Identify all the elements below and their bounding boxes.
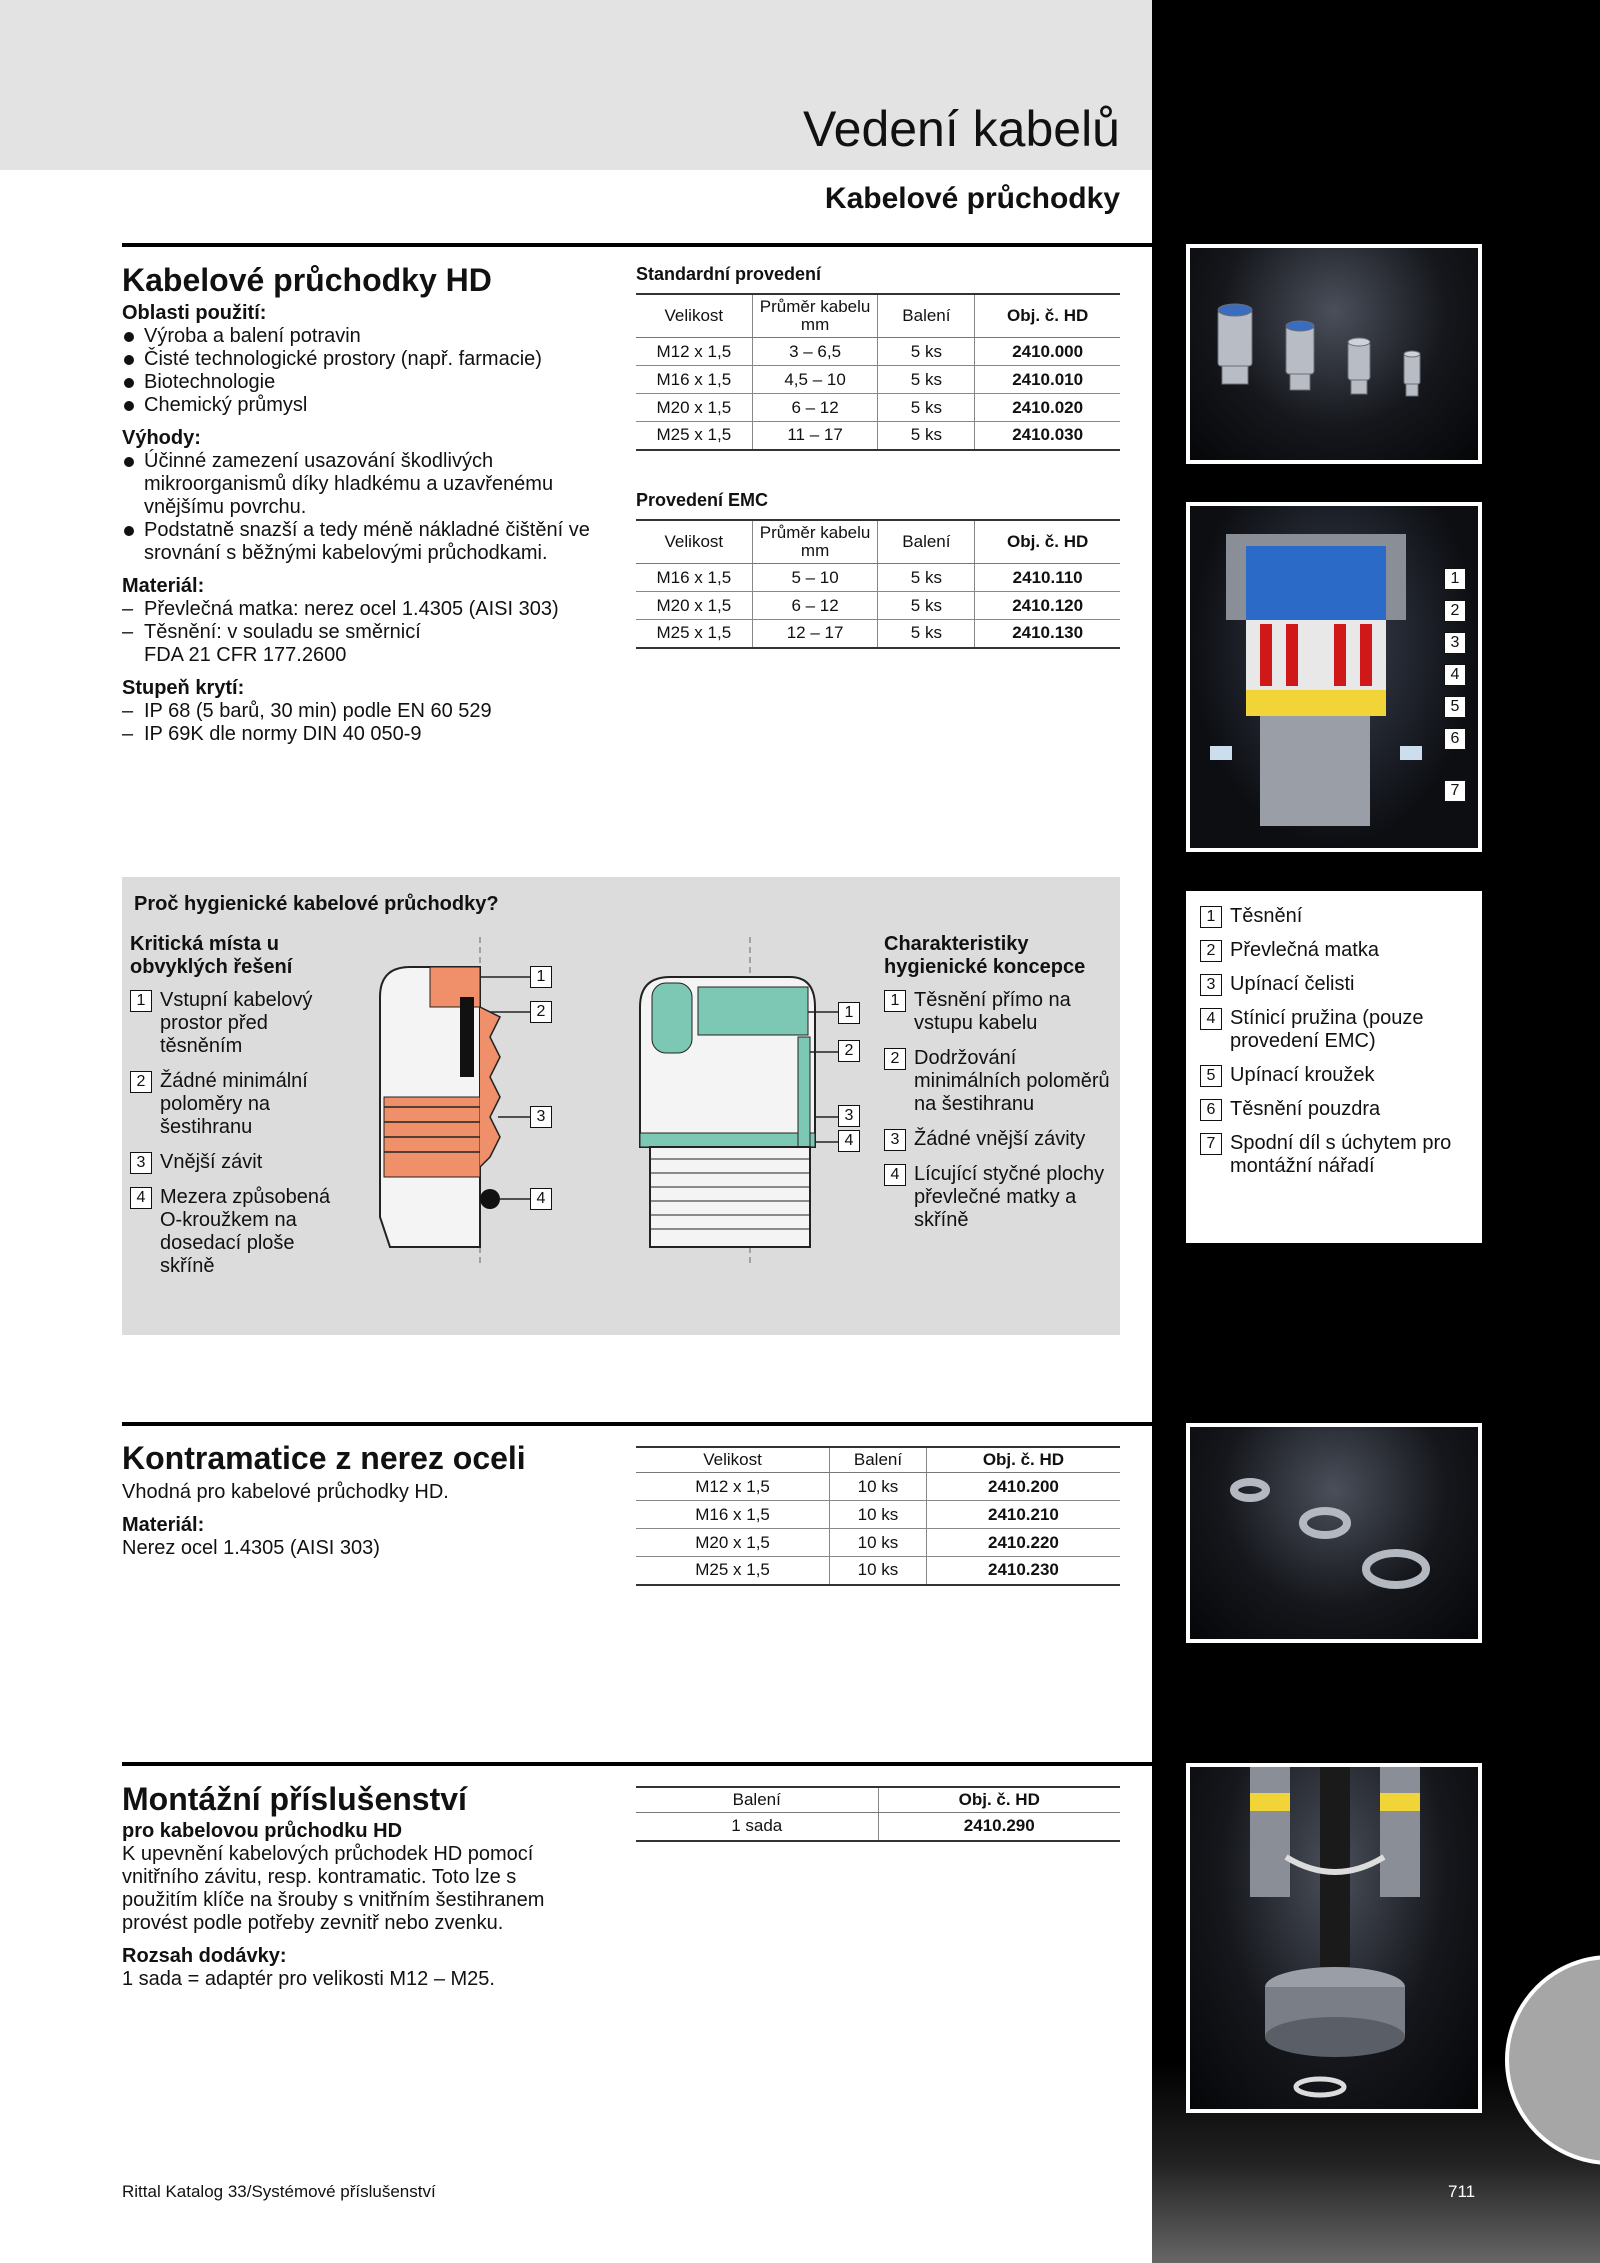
item-text: Těsnění [1230,905,1303,927]
list-item [130,1070,348,1139]
table-row [636,366,1120,394]
table-row [636,564,1120,592]
item-text: Vstupní kabelový prostor před těsněním [160,989,313,1057]
table-cell: 12 – 17 [752,620,878,648]
column-header: Balení [636,1787,878,1813]
item-text: Upínací čelisti [1230,973,1355,995]
item-number: 3 [130,1152,152,1174]
hygiene-info-panel [122,877,1120,1335]
table-cell: 5 ks [878,366,975,394]
hygienic-gland-drawing [630,937,870,1267]
material-label: Materiál: [122,575,205,597]
callout-number: 4 [1444,664,1466,686]
emc-table-block [636,490,1120,649]
table-row [636,620,1120,648]
callout-number: 2 [838,1040,860,1062]
column-header: Balení [878,294,975,338]
list-item [130,1151,348,1174]
table-row [636,394,1120,422]
table-row [636,422,1120,450]
mounting-table [636,1786,1120,1842]
table-cell: 5 – 10 [752,564,878,592]
list-item [1200,939,1468,962]
order-number: 2410.000 [975,338,1120,366]
list-item [1200,1064,1468,1087]
parts-legend [1186,891,1482,1243]
list-item [884,1128,1114,1151]
table-row [636,1501,1120,1529]
order-number: 2410.200 [926,1473,1120,1501]
section-rule [122,1422,1152,1426]
table-cell: M25 x 1,5 [636,620,752,648]
item-number: 2 [1200,940,1222,962]
callout-number: 5 [1444,696,1466,718]
item-number: 4 [884,1164,906,1186]
material-list [122,598,602,667]
item-text: Vnější závit [160,1151,263,1173]
item-number: 2 [884,1048,906,1070]
table-cell: M16 x 1,5 [636,1501,830,1529]
list-item [884,989,1114,1035]
item-number: 4 [130,1187,152,1209]
locknut-intro: Vhodná pro kabelové průchodky HD. [122,1481,449,1503]
item-text: Převlečná matka [1230,939,1379,961]
table-cell: M12 x 1,5 [636,338,752,366]
list-item: Chemický průmysl [122,394,602,417]
callout-number: 2 [1444,600,1466,622]
section-heading-mounting: Montážní příslušenství [122,1781,467,1817]
mounting-text: K upevnění kabelových průchodek HD pomocí vnitřního závitu, resp. kontramatic. Toto lze s použitím klíče na šrouby s vnitřním šestihranem provést podle potřeby zevnitř nebo zvenku. [122,1843,545,1934]
list-item [884,1047,1114,1116]
standard-table [636,293,1120,451]
item-text: Stínicí pružina (pouze provedení EMC) [1230,1007,1424,1052]
column-header: Velikost [636,294,752,338]
item-number: 7 [1200,1133,1222,1155]
list-item: Biotechnologie [122,371,602,394]
mounting-description [122,1820,592,1991]
item-number: 6 [1200,1099,1222,1121]
table-cell: M16 x 1,5 [636,564,752,592]
table-cell: 10 ks [830,1501,927,1529]
footer-catalog: Rittal Katalog 33/Systémové příslušenství [122,2182,436,2201]
table-cell: 5 ks [878,592,975,620]
material-text: Nerez ocel 1.4305 (AISI 303) [122,1537,380,1559]
product-photo-cutaway [1186,502,1482,852]
benefits-list [122,450,602,565]
page-number: 711 [1448,2182,1476,2201]
benefits-label: Výhody: [122,427,201,449]
section-rule [122,1762,1152,1766]
standard-table-block [636,264,1120,451]
table-cell: 6 – 12 [752,394,878,422]
locknut-table-block [636,1446,1120,1586]
item-number: 5 [1200,1065,1222,1087]
features-heading: Charakteristiky hygienické koncepce [884,933,1086,978]
order-number: 2410.010 [975,366,1120,394]
material-label: Materiál: [122,1514,205,1536]
table-row [636,1813,1120,1841]
usage-label: Oblasti použití: [122,302,267,324]
mounting-subheading: pro kabelovou průchodku HD [122,1820,403,1842]
protection-label: Stupeň krytí: [122,677,245,699]
hd-description [122,302,602,746]
product-photo-glands [1186,244,1482,464]
locknut-description [122,1481,602,1560]
page-title: Vedení kabelů [803,101,1120,157]
usage-list [122,325,602,417]
callout-number: 7 [1444,780,1466,802]
table-cell: 1 sada [636,1813,878,1841]
item-number: 3 [1200,974,1222,996]
critical-heading: Kritická místa u obvyklých řešení [130,933,293,978]
table-cell: 5 ks [878,564,975,592]
item-number: 2 [130,1071,152,1093]
item-text: Mezera způsobená O-kroužkem na dosedací ploše skříně [160,1186,331,1277]
scope-label: Rozsah dodávky: [122,1945,287,1967]
table-row [636,1529,1120,1557]
callout-number: 2 [530,1001,552,1023]
order-number: 2410.030 [975,422,1120,450]
table-caption: Standardní provedení [636,264,822,284]
order-number: 2410.020 [975,394,1120,422]
page-subtitle: Kabelové průchodky [824,182,1120,215]
table-cell: M20 x 1,5 [636,394,752,422]
order-number: 2410.210 [926,1501,1120,1529]
list-item [130,1186,348,1278]
callout-number: 1 [1444,568,1466,590]
order-number: 2410.130 [975,620,1120,648]
table-cell: M20 x 1,5 [636,592,752,620]
list-item [130,989,348,1058]
column-header: Balení [830,1447,927,1473]
section-rule [122,243,1152,247]
callout-number: 3 [838,1105,860,1127]
item-number: 4 [1200,1008,1222,1030]
product-photo-locknuts [1186,1423,1482,1643]
section-heading-locknut: Kontramatice z nerez oceli [122,1440,526,1476]
table-cell: M12 x 1,5 [636,1473,830,1501]
protection-list [122,700,602,746]
callout-number: 3 [530,1106,552,1128]
table-cell: M16 x 1,5 [636,366,752,394]
table-cell: 4,5 – 10 [752,366,878,394]
section-heading-hd: Kabelové průchodky HD [122,262,492,298]
list-item [1200,905,1468,928]
list-item: – Převlečná matka: nerez ocel 1.4305 (AISI 303) [122,598,602,621]
list-item [1200,1132,1468,1178]
column-header: Obj. č. HD [975,520,1120,564]
item-text: Dodržování minimálních poloměrů na šestihranu [914,1047,1110,1115]
item-number: 1 [1200,906,1222,928]
item-text: Těsnění pouzdra [1230,1098,1381,1120]
column-header: Obj. č. HD [975,294,1120,338]
table-cell: 11 – 17 [752,422,878,450]
item-text: Spodní díl s úchytem pro montážní nářadí [1230,1132,1452,1177]
item-text: Žádné vnější závity [914,1128,1086,1150]
column-header: Velikost [636,520,752,564]
column-header: Obj. č. HD [878,1787,1120,1813]
table-cell: M25 x 1,5 [636,1557,830,1585]
table-cell: 5 ks [878,338,975,366]
list-item: Čisté technologické prostory (např. farmacie) [122,348,602,371]
table-cell: M20 x 1,5 [636,1529,830,1557]
column-header: Velikost [636,1447,830,1473]
product-photo-mounting [1186,1763,1482,2113]
order-number: 2410.220 [926,1529,1120,1557]
list-item: – IP 68 (5 barů, 30 min) podle EN 60 529 [122,700,602,723]
list-item [1200,973,1468,996]
column-header: Průměr kabelu mm [752,520,878,564]
hygienic-features [884,933,1114,1244]
table-cell: M25 x 1,5 [636,422,752,450]
item-text: Upínací kroužek [1230,1064,1375,1086]
list-item: – Těsnění: v souladu se směrnicí FDA 21 CFR 177.2600 [122,621,452,667]
callout-number: 1 [838,1002,860,1024]
item-text: Žádné minimální poloměry na šestihranu [160,1070,308,1138]
table-cell: 10 ks [830,1529,927,1557]
list-item [1200,1007,1468,1053]
order-number: 2410.110 [975,564,1120,592]
table-row [636,338,1120,366]
table-cell: 5 ks [878,422,975,450]
table-row [636,592,1120,620]
order-number: 2410.230 [926,1557,1120,1585]
list-item: – IP 69K dle normy DIN 40 050-9 [122,723,602,746]
callout-number: 4 [838,1130,860,1152]
column-header: Balení [878,520,975,564]
list-item [1200,1098,1468,1121]
item-number: 1 [130,990,152,1012]
list-item: Výroba a balení potravin [122,325,602,348]
table-row [636,1473,1120,1501]
callout-number: 4 [530,1188,552,1210]
list-item: Účinné zamezení usazování škodlivých mikroorganismů díky hladkému a uzavřenému vnějšímu povrchu. [122,450,602,519]
mounting-table-block [636,1786,1120,1842]
table-cell: 10 ks [830,1557,927,1585]
item-text: Lícující styčné plochy převlečné matky a skříně [914,1163,1105,1231]
critical-points [130,933,348,1290]
list-item: Podstatně snazší a tedy méně nákladné čištění ve srovnání s běžnými kabelovými průchodkami. [122,519,602,565]
column-header: Obj. č. HD [926,1447,1120,1473]
table-cell: 3 – 6,5 [752,338,878,366]
column-header: Průměr kabelu mm [752,294,878,338]
order-number: 2410.120 [975,592,1120,620]
item-number: 3 [884,1129,906,1151]
table-row [636,1557,1120,1585]
table-cell: 10 ks [830,1473,927,1501]
callout-number: 6 [1444,728,1466,750]
table-caption: Provedení EMC [636,490,769,510]
callout-number: 1 [530,966,552,988]
scope-text: 1 sada = adaptér pro velikosti M12 – M25. [122,1968,495,1990]
table-cell: 5 ks [878,620,975,648]
callout-number: 3 [1444,632,1466,654]
table-cell: 5 ks [878,394,975,422]
emc-table [636,519,1120,649]
table-cell: 6 – 12 [752,592,878,620]
item-text: Těsnění přímo na vstupu kabelu [914,989,1071,1034]
list-item [884,1163,1114,1232]
item-number: 1 [884,990,906,1012]
panel-title: Proč hygienické kabelové průchodky? [134,893,499,915]
locknut-table [636,1446,1120,1586]
order-number: 2410.290 [878,1813,1120,1841]
